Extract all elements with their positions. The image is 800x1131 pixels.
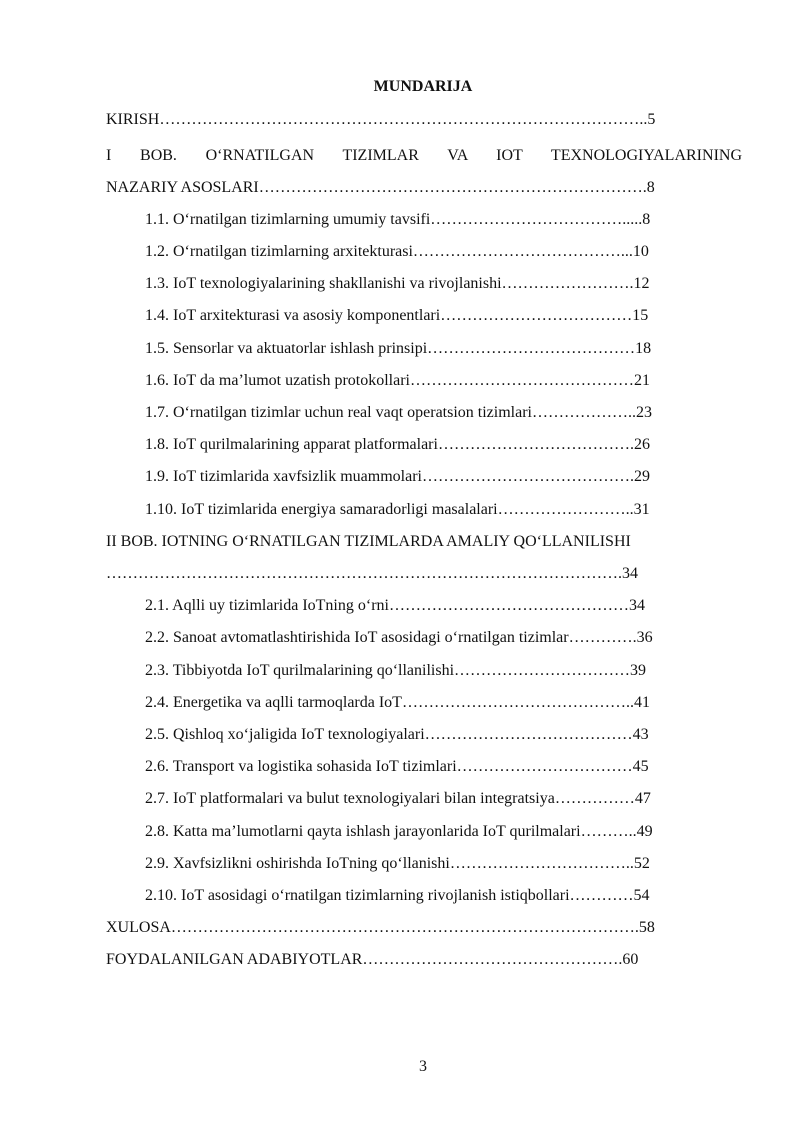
toc-entry-1-10[interactable]: 1.10. IoT tizimlarida energiya samaradorligi masalalari……………………..31	[145, 501, 650, 518]
toc-entry-2-7[interactable]: 2.7. IoT platformalari va bulut texnologiyalari bilan integratsiya……………47	[145, 790, 651, 807]
toc-entry-2-6[interactable]: 2.6. Transport va logistika sohasida IoT tizimlari……………………………45	[145, 758, 649, 775]
toc-entry-1-9[interactable]: 1.9. IoT tizimlarida xavfsizlik muammolari………………………………….29	[145, 468, 650, 485]
toc-entry-1-4[interactable]: 1.4. IoT arxitekturasi va asosiy komponentlari………………………………15	[145, 307, 649, 324]
toc-title: MUNDARIJA	[373, 78, 473, 95]
toc-entry-2-5[interactable]: 2.5. Qishloq xo‘jaligida IoT texnologiyalari…………………………………43	[145, 726, 649, 743]
toc-entry-chapter-2-heading[interactable]: II BOB. IOTNING O‘RNATILGAN TIZIMLARDA AMALIY QO‘LLANILISHI	[106, 533, 631, 550]
toc-entry-1-5[interactable]: 1.5. Sensorlar va aktuatorlar ishlash prinsipi…………………………………18	[145, 340, 652, 357]
toc-entry-chapter-1-heading[interactable]: I BOB. O‘RNATILGAN TIZIMLAR VA IOT TEXNOLOGIYALARINING	[106, 147, 742, 164]
toc-entry-xulosa[interactable]: XULOSA…………………………………………………………………………….58	[106, 919, 655, 936]
toc-entry-1-7[interactable]: 1.7. O‘rnatilgan tizimlar uchun real vaqt operatsion tizimlari………………..23	[145, 404, 652, 421]
toc-entry-1-1[interactable]: 1.1. O‘rnatilgan tizimlarning umumiy tavsifi……………………………….....8	[145, 211, 651, 228]
toc-entry-2-2[interactable]: 2.2. Sanoat avtomatlashtirishida IoT asosidagi o‘rnatilgan tizimlar………….36	[145, 629, 653, 646]
toc-entry-2-1[interactable]: 2.1. Aqlli uy tizimlarida IoTning o‘rni………………………………………34	[145, 597, 645, 614]
toc-entry-adabiyotlar[interactable]: FOYDALANILGAN ADABIYOTLAR………………………………………….60	[106, 951, 639, 968]
toc-entry-kirish[interactable]: KIRISH………………………………………………………………………………..5	[106, 111, 656, 128]
toc-entry-chapter-1-subheading[interactable]: NAZARIY ASOSLARI……………………………………………………………….8	[106, 179, 655, 196]
toc-entry-1-2[interactable]: 1.2. O‘rnatilgan tizimlarning arxitekturasi…………………………………...10	[145, 243, 649, 260]
toc-entry-2-9[interactable]: 2.9. Xavfsizlikni oshirishda IoTning qo‘llanishi……………………………..52	[145, 855, 650, 872]
toc-entry-2-10[interactable]: 2.10. IoT asosidagi o‘rnatilgan tizimlarning rivojlanish istiqbollari…………54	[145, 887, 650, 904]
toc-entry-1-8[interactable]: 1.8. IoT qurilmalarining apparat platformalari……………………………….26	[145, 436, 650, 453]
toc-entry-2-3[interactable]: 2.3. Tibbiyotda IoT qurilmalarining qo‘llanilishi……………………………39	[145, 662, 647, 679]
toc-entry-chapter-2-page[interactable]: …………………………………………………………………………………….34	[106, 565, 638, 582]
toc-entry-2-4[interactable]: 2.4. Energetika va aqlli tarmoqlarda IoT……………………………………..41	[145, 694, 650, 711]
toc-entry-2-8[interactable]: 2.8. Katta ma’lumotlarni qayta ishlash jarayonlarida IoT qurilmalari………..49	[145, 823, 653, 840]
page-number: 3	[419, 1058, 427, 1075]
toc-entry-1-6[interactable]: 1.6. IoT da ma’lumot uzatish protokollari……………………………………21	[145, 372, 650, 389]
toc-entry-1-3[interactable]: 1.3. IoT texnologiyalarining shakllanishi va rivojlanishi…………………….12	[145, 275, 650, 292]
